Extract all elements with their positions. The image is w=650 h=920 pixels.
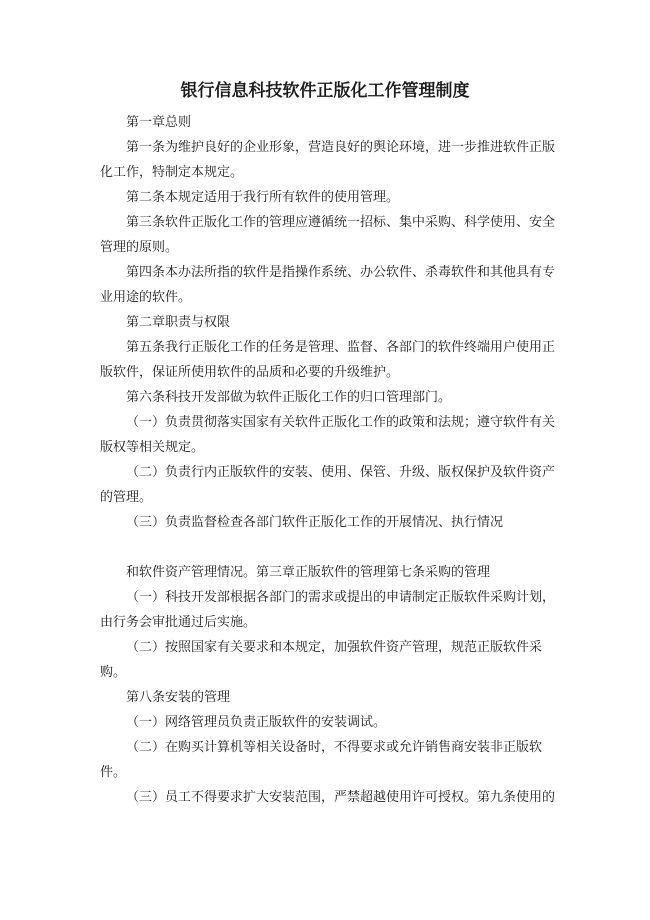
paragraph-line: 版软件，保证所使用软件的品质和必要的升级维护。	[100, 365, 400, 380]
document-title: 银行信息科技软件正版化工作管理制度	[180, 81, 470, 101]
paragraph-line: 第二条本规定适用于我行所有软件的使用管理。	[126, 190, 400, 205]
paragraph-line: 第四条本办法所指的软件是指操作系统、办公软件、杀毒软件和其他具有专	[126, 265, 556, 280]
paragraph-line: （三）负责监督检查各部门软件正版化工作的开展情况、执行情况	[126, 515, 504, 530]
chapter-heading: 第二章职责与权限	[126, 315, 231, 330]
paragraph-line: 购。	[100, 665, 127, 680]
paragraph-line: 第五条我行正版化工作的任务是管理、监督、各部门的软件终端用户使用正	[126, 340, 556, 355]
paragraph-line: （一）负责贯彻落实国家有关软件正版化工作的政策和法规；遵守软件有关	[126, 415, 556, 430]
paragraph-line: （一）科技开发部根据各部门的需求或提出的申请制定正版软件采购计划，	[126, 590, 556, 605]
paragraph-line: 第一条为维护良好的企业形象，营造良好的舆论环境，进一步推进软件正版	[126, 140, 556, 155]
paragraph-line: 的管理。	[100, 490, 153, 505]
paragraph-line: （一）网络管理员负责正版软件的安装调试。	[126, 715, 387, 730]
paragraph-line: （二）在购买计算机等相关设备时，不得要求或允许销售商安装非正版软	[126, 740, 543, 755]
paragraph-line: 件。	[100, 765, 127, 780]
paragraph-line: （二）按照国家有关要求和本规定，加强软件资产管理，规范正版软件采	[126, 640, 543, 655]
paragraph-line: 化工作，特制定本规定。	[100, 165, 244, 180]
paragraph-line: 第八条安装的管理	[126, 690, 231, 705]
paragraph-line: （三）员工不得要求扩大安装范围，严禁超越使用许可授权。第九条使用的	[126, 790, 556, 805]
paragraph-line: 和软件资产管理情况。第三章正版软件的管理第七条采购的管理	[126, 565, 491, 580]
paragraph-line: 管理的原则。	[100, 240, 179, 255]
chapter-heading: 第一章总则	[126, 115, 192, 130]
paragraph-line: 业用途的软件。	[100, 290, 192, 305]
paragraph-line: 版权等相关规定。	[100, 440, 205, 455]
paragraph-line: 第三条软件正版化工作的管理应遵循统一招标、集中采购、科学使用、安全	[126, 215, 556, 230]
paragraph-line: 第六条科技开发部做为软件正版化工作的归口管理部门。	[126, 390, 452, 405]
paragraph-line: （二）负责行内正版软件的安装、使用、保管、升级、版权保护及软件资产	[126, 465, 556, 480]
paragraph-line: 由行务会审批通过后实施。	[100, 615, 257, 630]
